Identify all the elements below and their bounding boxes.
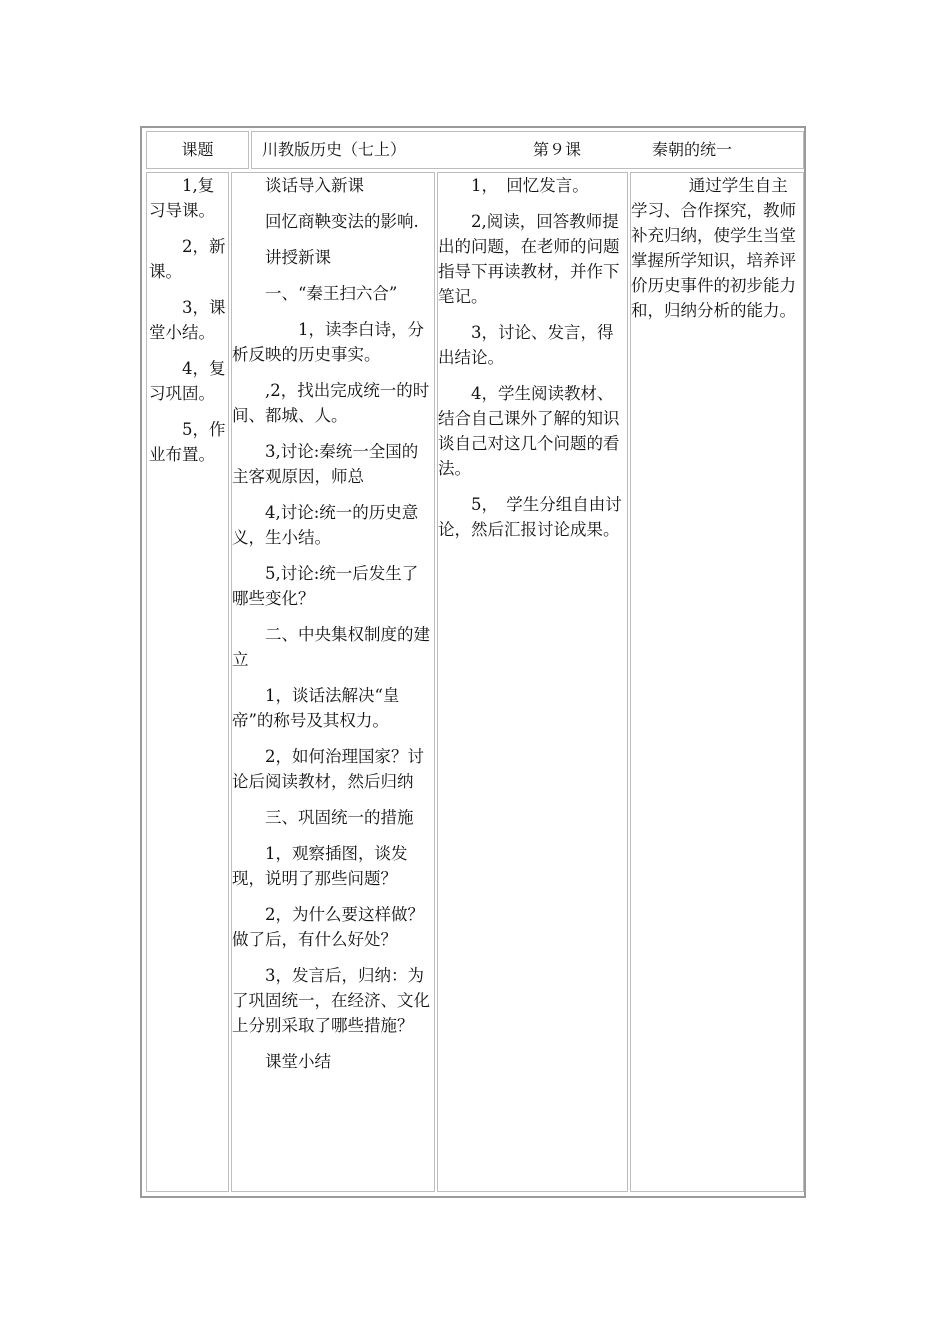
step-item: 5，作业布置。	[149, 420, 226, 464]
header-label-cell	[146, 131, 249, 169]
lesson-plan-table	[140, 126, 806, 1198]
teacher-item: 回忆商鞅变法的影响.	[265, 212, 419, 231]
header-lesson-no: 第９课	[533, 140, 582, 159]
goal-column	[630, 172, 804, 1192]
teacher-item: 3,讨论:秦统一全国的主客观原因，师总	[232, 442, 419, 486]
step-item: 2，新课。	[149, 237, 226, 281]
goal-item: 通过学生自主学习、合作探究，教师补充归纳，使学生当堂掌握所学知识，培养评价历史事件的初步能力和，归纳分析的能力。	[631, 176, 796, 320]
student-item: 4，学生阅读教材、结合自己课外了解的知识谈自己对这几个问题的看法。	[438, 384, 620, 478]
steps-column	[146, 172, 229, 1192]
teacher-item: 1，谈话法解决“皇帝”的称号及其权力。	[232, 686, 400, 730]
teacher-item: 二、中央集权制度的建立	[232, 625, 430, 669]
teacher-item: 课堂小结	[265, 1052, 331, 1071]
teacher-item: 三、巩固统一的措施	[265, 808, 414, 827]
teacher-item: 5,讨论:统一后发生了哪些变化？	[232, 564, 419, 608]
header-topic-cell	[251, 131, 804, 169]
step-item: 4，复习巩固。	[149, 359, 226, 403]
teacher-item: 1，观察插图，谈发现，说明了那些问题？	[232, 844, 408, 888]
teacher-item: 3，发言后，归纳：为了巩固统一，在经济、文化上分别采取了哪些措施？	[232, 966, 430, 1035]
student-item: 3，讨论、发言，得出结论。	[438, 323, 614, 367]
student-activity-column	[437, 172, 628, 1192]
teacher-item: 讲授新课	[265, 248, 331, 267]
teacher-item: 2，如何治理国家？讨论后阅读教材，然后归纳	[232, 747, 424, 791]
step-item: 3，课堂小结。	[149, 298, 226, 342]
teacher-item: 4,讨论:统一的历史意义，生小结。	[232, 503, 419, 547]
teacher-item: 1，读李白诗，分析反映的历史事实。	[232, 320, 424, 364]
header-label: 课题	[181, 140, 214, 159]
student-item: 2,阅读，回答教师提出的问题，在老师的问题指导下再读教材，并作下笔记。	[438, 212, 620, 306]
header-lesson-title: 秦朝的统一	[652, 140, 733, 159]
header-textbook: 川教版历史（七上）	[262, 140, 407, 159]
student-item: 1， 回忆发言。	[471, 176, 589, 195]
teacher-item: 2，为什么要这样做？做了后，有什么好处？	[232, 905, 424, 949]
teacher-activity-column	[231, 172, 435, 1192]
step-item: 1,复习导课。	[149, 176, 215, 220]
teacher-item: ,2，找出完成统一的时间、都城、人。	[232, 381, 430, 425]
student-item: 5， 学生分组自由讨论，然后汇报讨论成果。	[438, 495, 622, 539]
teacher-item: 谈话导入新课	[265, 176, 364, 195]
teacher-item: 一、“秦王扫六合”	[265, 284, 398, 303]
